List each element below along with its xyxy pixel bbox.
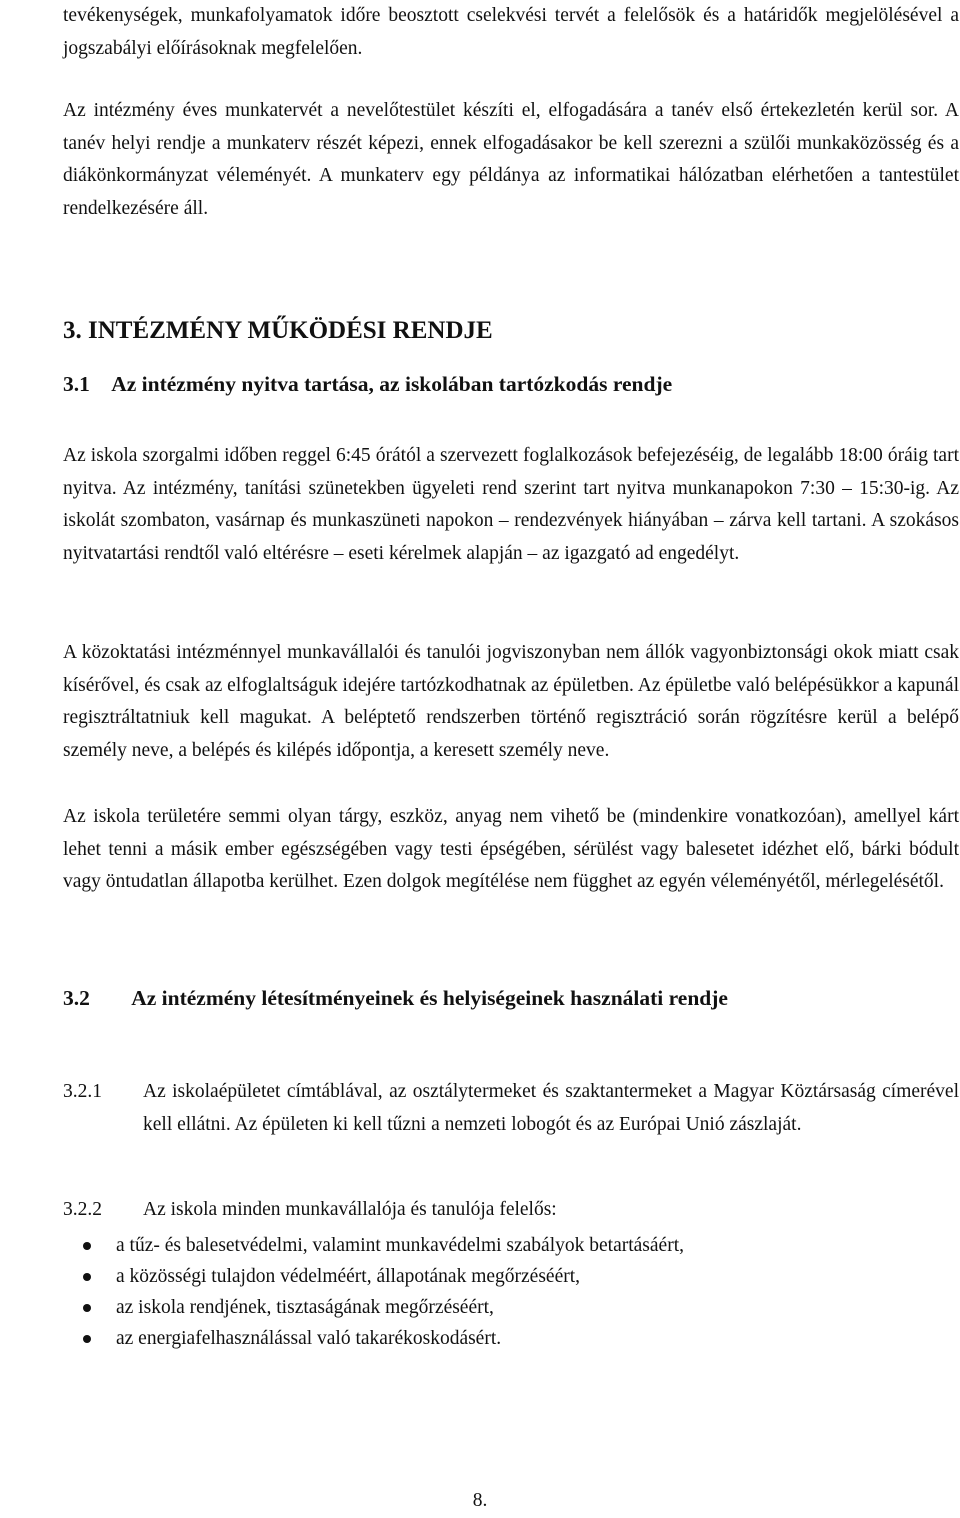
item-3-2-1 [63, 1076, 959, 1141]
heading-number: 3.1 [63, 372, 90, 396]
item-text: Az iskola minden munkavállalója és tanulója felelős: [143, 1199, 557, 1220]
item-number: 3.2.1 [63, 1081, 102, 1102]
list-item [63, 1230, 684, 1261]
section-heading-3: 3. INTÉZMÉNY MŰKÖDÉSI RENDJE [63, 317, 493, 344]
subsection-heading-3-2 [63, 986, 728, 1011]
list-item-text: a tűz- és balesetvédelmi, valamint munkavédelmi szabályok betartásáért, [116, 1235, 684, 1256]
paragraph-visitor-rules: A közoktatási intézménnyel munkavállalói és tanulói jogviszonyban nem állók vagyonbiztonsági okok miatt csak kísérővel, és csak az elfoglaltságuk idejére tartózkodhatnak az épületben. Az épületbe való belépésükkor a kapunál regisztráltatniuk kell magukat. A beléptető rendszerben történő regisztráció során rögzítésre kerül a belépő személy neve, a belépés és kilépés időpontja, a keresett személy neve. [63, 642, 959, 761]
paragraph-work-plan-continuation: tevékenységek, munkafolyamatok időre beosztott cselekvési tervét a felelősök és a határidők megjelölésével a jogszabályi előírásoknak megfelelően. [63, 5, 959, 59]
responsibility-list [63, 1230, 684, 1354]
heading-text: Az intézmény nyitva tartása, az iskolában tartózkodás rendje [111, 372, 673, 396]
list-item [63, 1292, 684, 1323]
heading-text: Az intézmény létesítményeinek és helyiségeinek használati rendje [131, 986, 728, 1010]
paragraph-annual-work-plan: Az intézmény éves munkatervét a nevelőtestület készíti el, elfogadására a tanév első értekezletén kerül sor. A tanév helyi rendje a munkaterv részét képezi, ennek elfogadásakor be kell szerezni a szülői munkaközösség és a diákönkormányzat véleményét. A munkaterv egy példánya az informatikai hálózatban elérhetően a tantestület rendelkezésére áll. [63, 100, 959, 219]
item-text: Az iskolaépületet címtáblával, az osztálytermeket és szaktantermeket a Magyar Köztársaság címerével kell ellátni. Az épületen ki kell tűzni a nemzeti lobogót és az Európai Unió zászlaját. [143, 1081, 959, 1135]
bullet-icon [83, 1304, 91, 1312]
list-item-text: az iskola rendjének, tisztaságának megőrzéséért, [116, 1297, 494, 1318]
bullet-icon [83, 1335, 91, 1343]
list-item [63, 1323, 684, 1354]
bullet-icon [83, 1242, 91, 1250]
heading-number: 3.2 [63, 986, 90, 1010]
list-item-text: az energiafelhasználással való takarékoskodásért. [116, 1328, 502, 1349]
subsection-heading-3-1 [63, 372, 672, 397]
list-item-text: a közösségi tulajdon védelméért, állapotának megőrzéséért, [116, 1266, 581, 1287]
page-number: 8. [472, 1490, 488, 1511]
list-item [63, 1261, 684, 1292]
item-number: 3.2.2 [63, 1199, 102, 1220]
item-3-2-2 [63, 1194, 959, 1227]
bullet-icon [83, 1273, 91, 1281]
paragraph-prohibited-items: Az iskola területére semmi olyan tárgy, eszköz, anyag nem vihető be (mindenkire vonatkozóan), amellyel kárt lehet tenni a másik ember egészségében vagy testi épségében, sérülést vagy balesetet idézhet elő, bárki bódult vagy öntudatlan állapotba kerülhet. Ezen dolgok megítélése nem függhet az egyén véleményétől, mérlegelésétől. [63, 806, 959, 892]
paragraph-opening-hours: Az iskola szorgalmi időben reggel 6:45 órától a szervezett foglalkozások befejezéséig, de legalább 18:00 óráig tart nyitva. Az intézmény, tanítási szünetekben ügyeleti rend szerint tart nyitva munkanapokon 7:30 – 15:30-ig. Az iskolát szombaton, vasárnap és munkaszüneti napokon – rendezvények hiányában – zárva kell tartani. A szokásos nyitvatartási rendtől való eltérésre – eseti kérelmek alapján – az igazgató ad engedélyt. [63, 445, 959, 564]
